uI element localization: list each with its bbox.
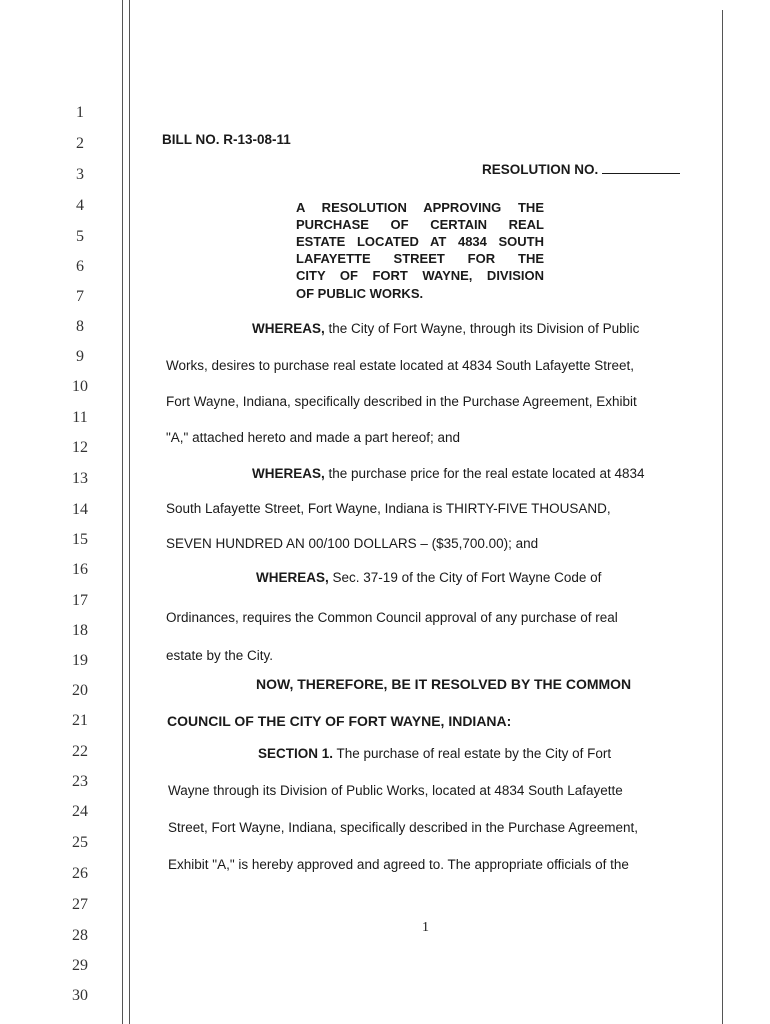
body-line: estate by the City. — [166, 648, 274, 663]
line-number: 4 — [76, 197, 84, 214]
resolution-number-blank — [602, 162, 680, 174]
body-line — [252, 321, 639, 336]
body-line: Fort Wayne, Indiana, specifically described in the Purchase Agreement, Exhibit — [166, 394, 637, 409]
line-number: 12 — [72, 439, 88, 456]
line-number: 30 — [72, 987, 88, 1004]
section-lead: SECTION 1. — [258, 746, 334, 761]
line-number: 18 — [72, 622, 88, 639]
clause-text: the purchase price for the real estate located at 4834 — [328, 466, 645, 481]
line-number: 13 — [72, 470, 88, 487]
line-number: 16 — [72, 561, 88, 578]
line-number: 23 — [72, 773, 88, 790]
line-number: 6 — [76, 258, 84, 275]
line-number: 17 — [72, 592, 88, 609]
body-line: "A," attached hereto and made a part hereof; and — [166, 430, 461, 445]
body-line: SEVEN HUNDRED AN 00/100 DOLLARS – ($35,700.00); and — [166, 536, 539, 551]
title-line: OF PUBLIC WORKS. — [296, 286, 424, 301]
line-number: 7 — [76, 288, 84, 305]
line-number: 9 — [76, 348, 84, 365]
line-number: 26 — [72, 865, 88, 882]
title-line: CITY OF FORT WAYNE, DIVISION — [296, 268, 544, 283]
body-line — [258, 746, 611, 761]
line-number: 27 — [72, 896, 88, 913]
bill-number: BILL NO. R-13-08-11 — [162, 132, 291, 147]
clause-text: The purchase of real estate by the City of Fort — [336, 746, 612, 761]
title-line: LAFAYETTE STREET FOR THE — [296, 251, 544, 266]
title-line: ESTATE LOCATED AT 4834 SOUTH — [296, 234, 544, 249]
body-line: Wayne through its Division of Public Works, located at 4834 South Lafayette — [168, 783, 623, 798]
body-line: South Lafayette Street, Fort Wayne, Indiana is THIRTY-FIVE THOUSAND, — [166, 501, 611, 516]
line-number: 22 — [72, 743, 88, 760]
line-number: 24 — [72, 803, 88, 820]
line-number: 19 — [72, 652, 88, 669]
body-line: Works, desires to purchase real estate located at 4834 South Lafayette Street, — [166, 358, 635, 373]
title-line: PURCHASE OF CERTAIN REAL — [296, 217, 544, 232]
line-number: 15 — [72, 531, 88, 548]
line-number: 2 — [76, 135, 84, 152]
body-line: Street, Fort Wayne, Indiana, specifically described in the Purchase Agreement, — [168, 820, 638, 835]
clause-text: Sec. 37-19 of the City of Fort Wayne Code of — [332, 570, 602, 585]
title-line: A RESOLUTION APPROVING THE — [296, 200, 544, 215]
line-number: 8 — [76, 318, 84, 335]
resolved-line: COUNCIL OF THE CITY OF FORT WAYNE, INDIANA: — [167, 713, 512, 729]
line-number: 28 — [72, 927, 88, 944]
clause-text: the City of Fort Wayne, through its Division of Public — [328, 321, 640, 336]
body-line: Exhibit "A," is hereby approved and agreed to. The appropriate officials of the — [168, 857, 629, 872]
resolution-number — [482, 162, 680, 177]
whereas-lead: WHEREAS, — [256, 570, 329, 585]
whereas-lead: WHEREAS, — [252, 466, 325, 481]
line-number: 20 — [72, 682, 88, 699]
resolved-line: NOW, THEREFORE, BE IT RESOLVED BY THE COMMON — [256, 676, 632, 692]
line-number: 3 — [76, 166, 84, 183]
body-line — [256, 570, 601, 585]
line-number: 21 — [72, 712, 88, 729]
body-line: Ordinances, requires the Common Council approval of any purchase of real — [166, 610, 618, 625]
line-number: 29 — [72, 957, 88, 974]
body-line — [252, 466, 644, 481]
page-number: 1 — [422, 920, 429, 935]
resolution-number-label: RESOLUTION NO. — [482, 162, 599, 177]
line-number: 10 — [72, 378, 88, 395]
line-number: 5 — [76, 228, 84, 245]
line-number: 14 — [72, 501, 88, 518]
right-margin-rule — [722, 10, 723, 1024]
whereas-lead: WHEREAS, — [252, 321, 325, 336]
left-margin-rule-outer — [122, 0, 123, 1024]
line-number: 25 — [72, 834, 88, 851]
line-number: 1 — [76, 104, 84, 121]
line-number: 11 — [72, 409, 88, 426]
left-margin-rule-inner — [129, 0, 130, 1024]
